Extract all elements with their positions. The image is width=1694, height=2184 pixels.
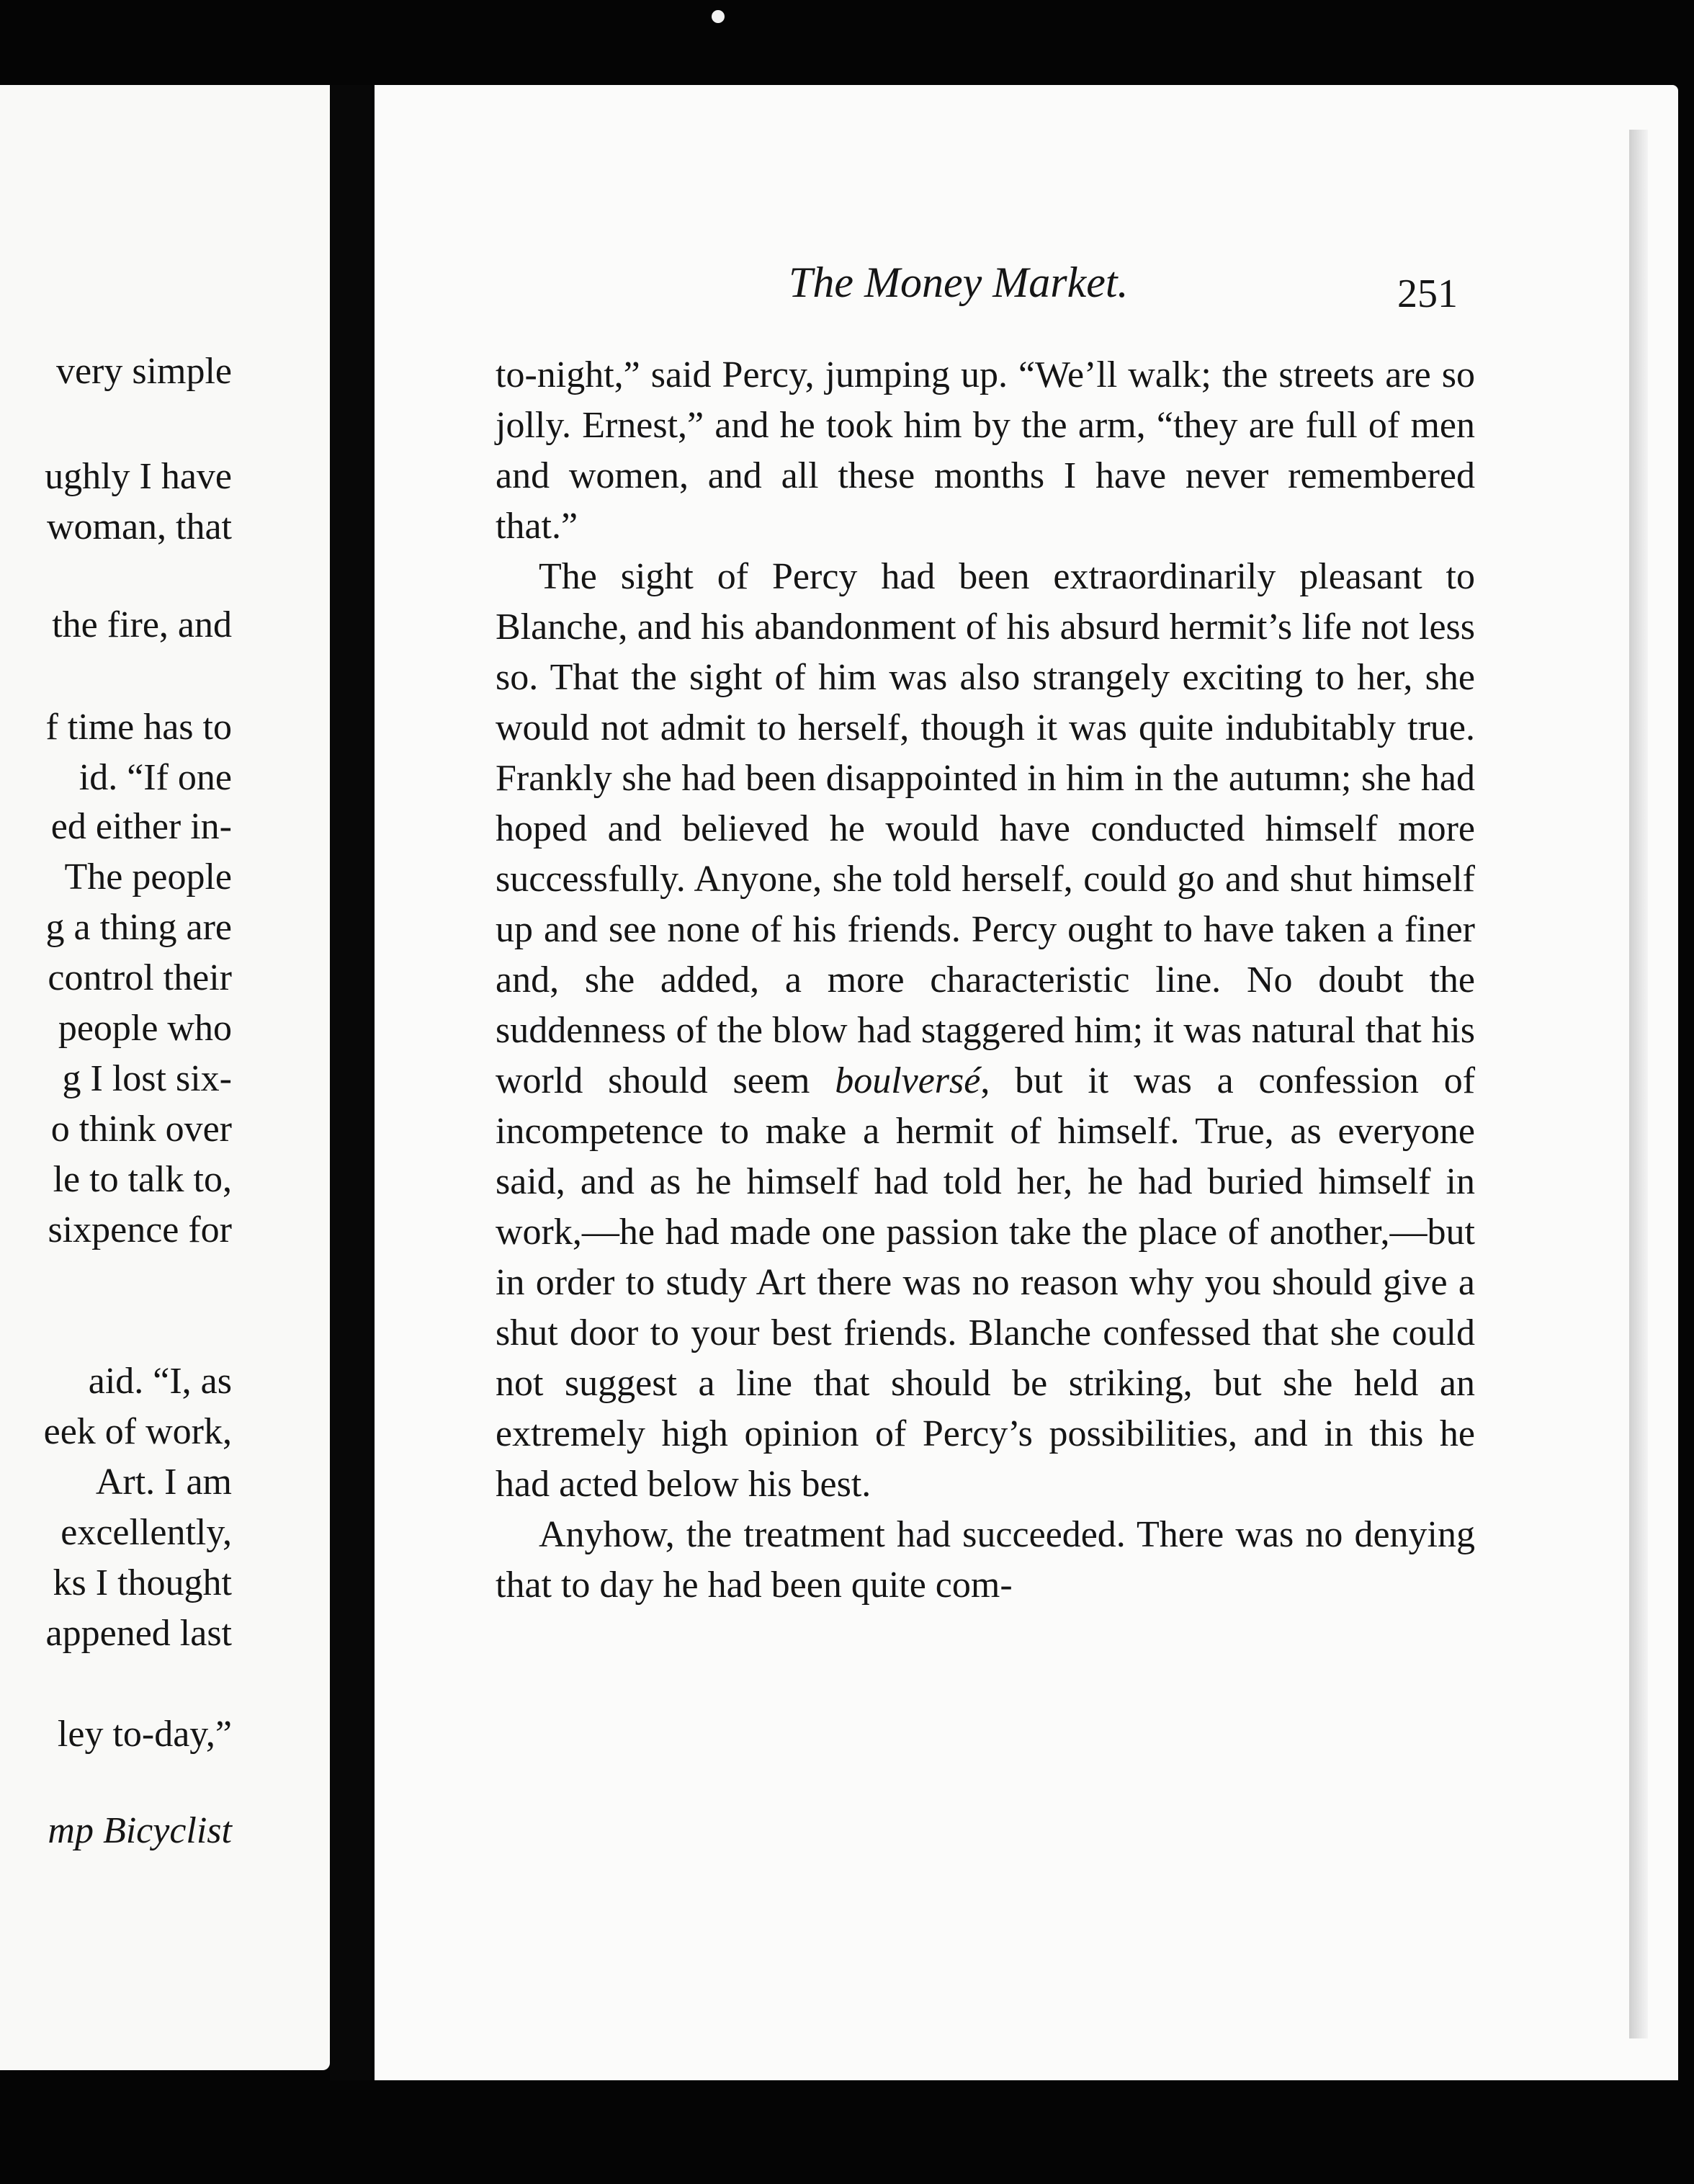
left-running-head: mp Bicyclist [48, 1810, 232, 1851]
left-page [0, 85, 330, 2070]
left-line: eek of work, [43, 1411, 232, 1452]
left-line: the fire, and [52, 604, 232, 645]
body-text [496, 350, 1475, 1611]
left-line: ed either in- [50, 806, 232, 847]
left-line: excellently, [60, 1512, 232, 1553]
page-edge [1629, 130, 1648, 2038]
left-line: g a thing are [45, 907, 232, 948]
left-line: id. “If one [79, 757, 232, 798]
paragraph-2-part-1: The sight of Percy had been extraordinarily pleasant to Blanche, and his abandonment of his absurd hermit’s life not less so. That the sight of him was also strangely exciting to her, she would not admit to herself, though it was quite indubitably true. Frankly she had been disappointed in him in the autumn; she had hoped and believed he would have conducted himself more successfully. Anyone, she told herself, could go and shut himself up and see none of his friends. Percy ought to have taken a finer and, she added, a more characteristic line. No doubt the suddenness of the blow had staggered him; it was natural that his world should seem [496, 556, 1475, 1101]
left-line: g I lost six- [62, 1058, 232, 1099]
book-gutter [330, 85, 372, 2080]
left-line: control their [48, 957, 232, 998]
left-line: woman, that [46, 506, 232, 547]
paragraph-3: Anyhow, the treatment had succeeded. There was no denying that to day he had been quite com- [496, 1514, 1475, 1606]
italic-word: boulversé [835, 1060, 981, 1101]
paragraph-1: to-night,” said Percy, jumping up. “We’ll walk; the streets are so jolly. Ernest,” and he took him by the arm, “they are full of men and women, and all these months I have never remembered that.” [496, 354, 1475, 547]
left-line: ks I thought [53, 1562, 232, 1603]
left-line: very simple [55, 351, 232, 392]
left-line: ughly I have [45, 456, 232, 497]
left-line: aid. “I, as [88, 1361, 232, 1402]
left-line: le to talk to, [53, 1159, 232, 1200]
left-line: appened last [45, 1613, 232, 1654]
left-line: Art. I am [95, 1462, 232, 1503]
paragraph-2-part-2: , but it was a confession of incompetence to make a hermit of himself. True, as everyone said, and as he himself had told her, he had buried himself in work,—he had made one passion take the place of another,—but in order to study Art there was no reason why you should give a shut door to your best friends. Blanche confessed that she could not suggest a line that should be striking, but she held an extremely high opinion of Percy’s possibilities, and in this he had acted below his best. [496, 1060, 1476, 1505]
scan-speck [712, 10, 725, 23]
page-number: 251 [1397, 272, 1458, 316]
left-line: sixpence for [48, 1209, 232, 1250]
left-line: The people [64, 856, 232, 898]
left-line: people who [58, 1008, 232, 1049]
left-line: ley to-day,” [57, 1714, 232, 1755]
left-line: o think over [50, 1109, 232, 1150]
left-line: f time has to [45, 707, 232, 748]
right-page [375, 85, 1678, 2080]
paragraph-2 [496, 552, 1475, 1510]
running-head: The Money Market. [789, 259, 1129, 306]
